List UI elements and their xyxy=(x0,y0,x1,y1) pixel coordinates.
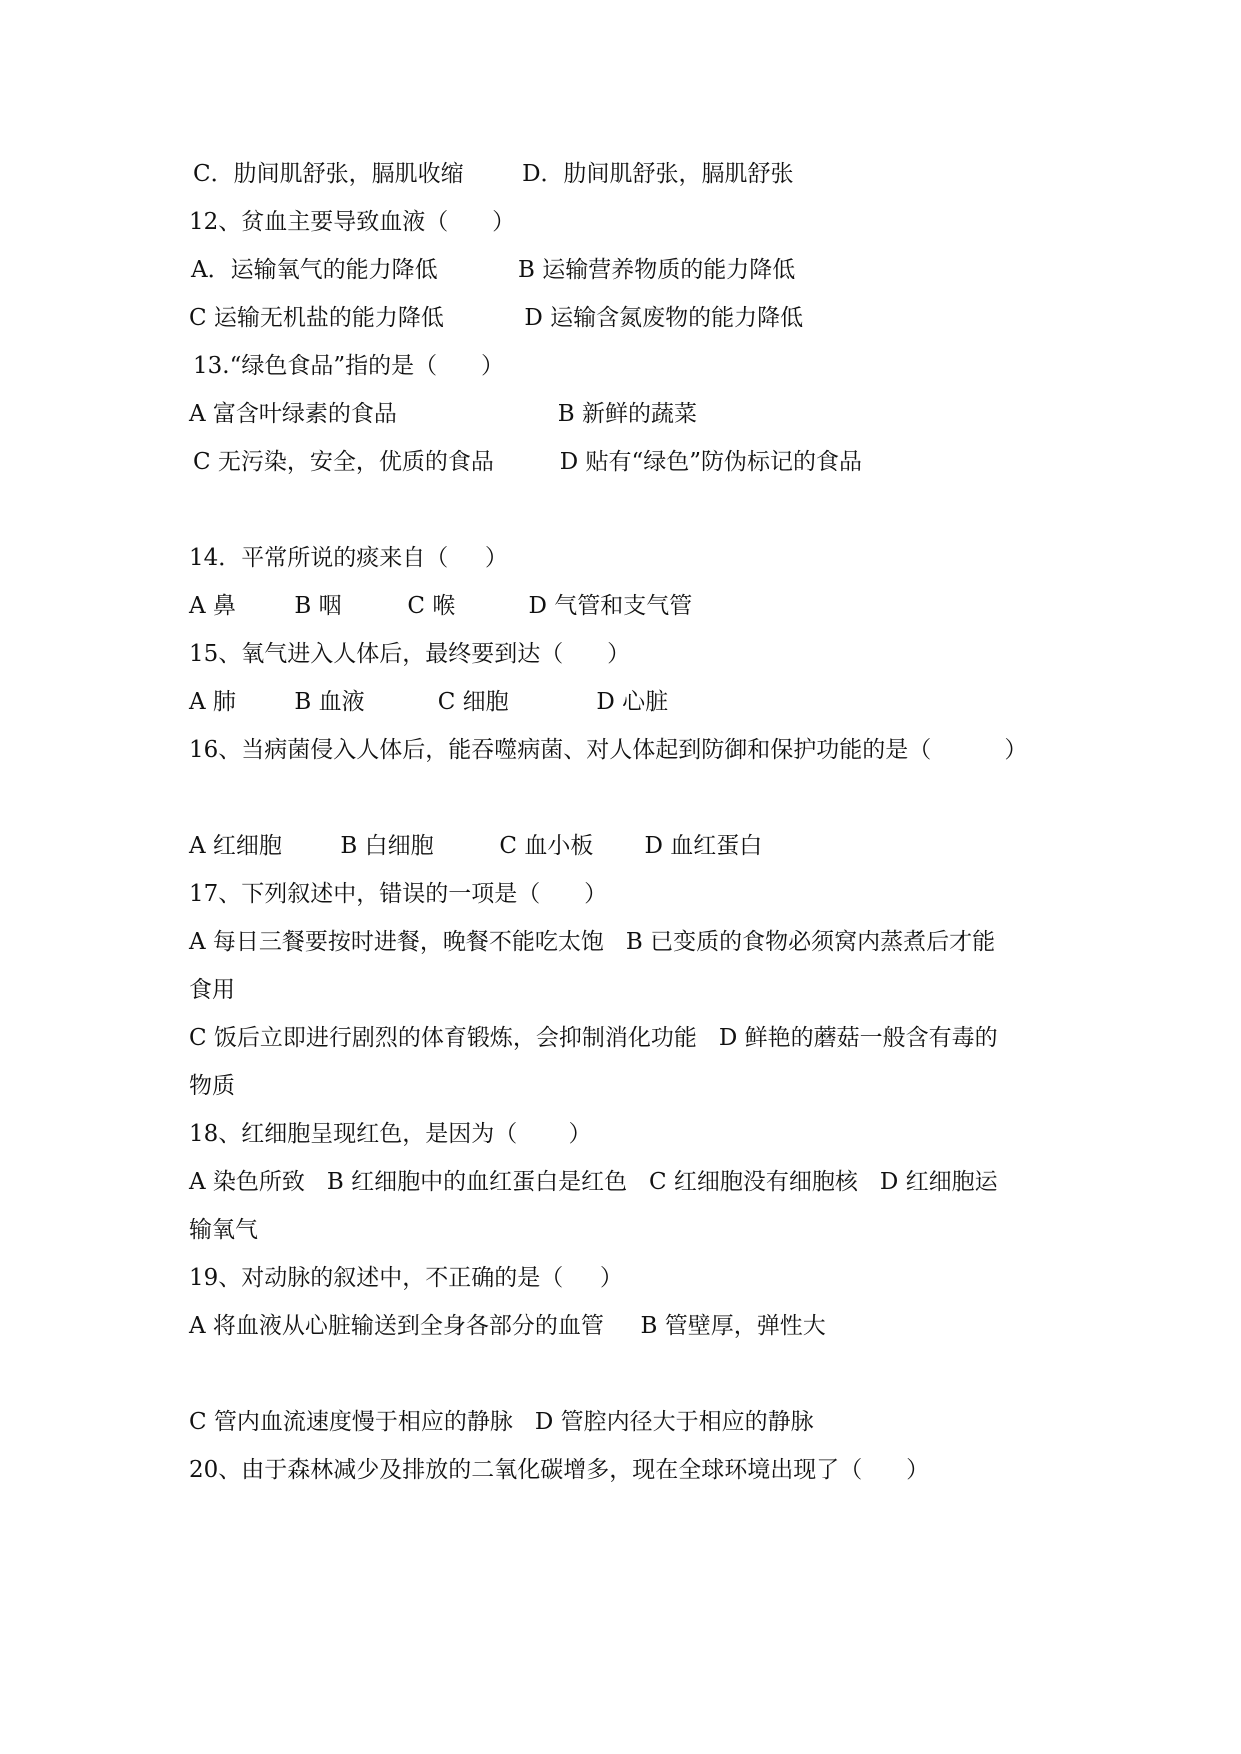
question-16: 16、当病菌侵入人体后，能吞噬病菌、对人体起到防御和保护功能的是（ ） xyxy=(189,737,1028,763)
option-line-11cd: C．肋间肌舒张，膈肌收缩 D．肋间肌舒张，膈肌舒张 xyxy=(193,161,794,187)
option-line-19cd: C 管内血流速度慢于相应的静脉 D 管腔内径大于相应的静脉 xyxy=(189,1409,814,1435)
option-line-13cd: C 无污染，安全，优质的食品 D 贴有“绿色”防伪标记的食品 xyxy=(193,449,862,475)
question-19: 19、对动脉的叙述中，不正确的是（ ） xyxy=(189,1265,623,1291)
question-14: 14．平常所说的痰来自（ ） xyxy=(189,545,508,571)
question-13: 13.“绿色食品”指的是（ ） xyxy=(193,353,504,379)
question-18: 18、红细胞呈现红色，是因为（ ） xyxy=(189,1121,592,1147)
option-line-12ab: A．运输氧气的能力降低 B 运输营养物质的能力降低 xyxy=(191,257,796,283)
option-line-17cd-cont: 物质 xyxy=(189,1073,235,1099)
option-line-15: A 肺 B 血液 C 细胞 D 心脏 xyxy=(189,689,669,715)
option-line-14: A 鼻 B 咽 C 喉 D 气管和支气管 xyxy=(189,593,693,619)
question-15: 15、氧气进入人体后，最终要到达（ ） xyxy=(189,641,631,667)
option-line-18: A 染色所致 B 红细胞中的血红蛋白是红色 C 红细胞没有细胞核 D 红细胞运 xyxy=(189,1169,998,1195)
option-line-17cd: C 饭后立即进行剧烈的体育锻炼，会抑制消化功能 D 鲜艳的蘑菇一般含有毒的 xyxy=(189,1025,998,1051)
question-17: 17、下列叙述中，错误的一项是（ ） xyxy=(189,881,608,907)
option-line-17ab: A 每日三餐要按时进餐，晚餐不能吃太饱 B 已变质的食物必须窝内蒸煮后才能 xyxy=(189,929,996,955)
option-line-17ab-cont: 食用 xyxy=(189,977,235,1003)
question-12: 12、贫血主要导致血液（ ） xyxy=(189,209,516,235)
option-line-13ab: A 富含叶绿素的食品 B 新鲜的蔬菜 xyxy=(189,401,697,427)
option-line-12cd: C 运输无机盐的能力降低 D 运输含氮废物的能力降低 xyxy=(189,305,804,331)
option-line-19ab: A 将血液从心脏输送到全身各部分的血管 B 管壁厚，弹性大 xyxy=(189,1313,826,1339)
option-line-16: A 红细胞 B 白细胞 C 血小板 D 血红蛋白 xyxy=(189,833,763,859)
option-line-18-cont: 输氧气 xyxy=(189,1217,258,1243)
question-20: 20、由于森林减少及排放的二氧化碳增多，现在全球环境出现了（ ） xyxy=(189,1457,930,1483)
